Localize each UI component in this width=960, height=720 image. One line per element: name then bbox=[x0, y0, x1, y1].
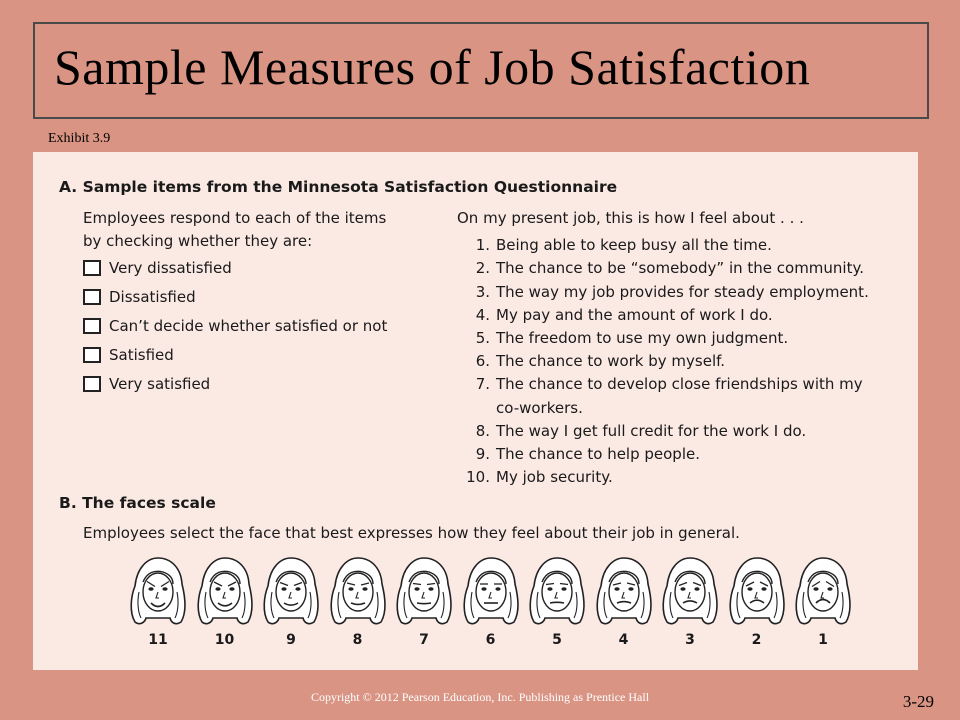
item-number: 10. bbox=[466, 468, 490, 486]
face-icon[interactable] bbox=[524, 552, 590, 630]
slide-title: Sample Measures of Job Satisfaction bbox=[54, 39, 811, 95]
item-text: The chance to work by myself. bbox=[496, 352, 726, 370]
checkbox-icon[interactable] bbox=[83, 347, 101, 363]
section-a-header: A. Sample items from the Minnesota Satisfaction Questionnaire bbox=[59, 178, 618, 196]
item-number: 6. bbox=[475, 352, 490, 370]
copyright-footer: Copyright © 2012 Pearson Education, Inc. Publishing as Prentice Hall bbox=[310, 690, 650, 704]
option-label: Dissatisfied bbox=[109, 288, 196, 306]
face-score-label: 1 bbox=[818, 632, 828, 648]
face-icon[interactable] bbox=[724, 552, 790, 630]
item-number: 2. bbox=[475, 259, 490, 277]
item-number: 4. bbox=[475, 306, 490, 324]
checkbox-icon[interactable] bbox=[83, 289, 101, 305]
face-score-label: 6 bbox=[485, 632, 496, 648]
option-label: Satisfied bbox=[109, 346, 174, 364]
questionnaire-prompt: On my present job, this is how I feel about . . . bbox=[457, 209, 804, 227]
face-score-label: 7 bbox=[419, 632, 429, 648]
item-text: Being able to keep busy all the time. bbox=[496, 236, 772, 254]
face-icon[interactable] bbox=[391, 552, 457, 630]
option-label: Very satisfied bbox=[109, 375, 211, 393]
option-cant-decide[interactable] bbox=[83, 315, 387, 337]
questionnaire-item bbox=[460, 399, 583, 417]
page-number: 3-29 bbox=[902, 692, 934, 711]
option-very-satisfied[interactable] bbox=[83, 373, 210, 395]
item-text: My job security. bbox=[496, 468, 613, 486]
item-number: 1. bbox=[475, 236, 490, 254]
exhibit-label: Exhibit 3.9 bbox=[48, 131, 111, 146]
face-icon[interactable] bbox=[325, 552, 391, 630]
questionnaire-item bbox=[460, 329, 788, 347]
item-text: The chance to be “somebody” in the community. bbox=[496, 259, 864, 277]
section-a-instruction-2: by checking whether they are: bbox=[83, 232, 313, 250]
face-icon[interactable] bbox=[258, 552, 324, 630]
item-text: The way I get full credit for the work I do. bbox=[496, 422, 807, 440]
face-score-label: 11 bbox=[148, 632, 168, 648]
section-b-header: B. The faces scale bbox=[59, 494, 216, 512]
face-icon[interactable] bbox=[657, 552, 723, 630]
section-a-instruction-1: Employees respond to each of the items bbox=[83, 209, 387, 227]
option-label: Can’t decide whether satisfied or not bbox=[109, 317, 388, 335]
face-icon[interactable] bbox=[125, 552, 191, 630]
face-score-label: 5 bbox=[552, 632, 562, 648]
item-text: My pay and the amount of work I do. bbox=[496, 306, 773, 324]
questionnaire-item bbox=[460, 259, 864, 277]
questionnaire-item bbox=[460, 352, 725, 370]
item-number: 8. bbox=[475, 422, 490, 440]
questionnaire-item bbox=[460, 445, 700, 463]
item-text: The chance to help people. bbox=[496, 445, 700, 463]
face-icon[interactable] bbox=[192, 552, 258, 630]
questionnaire-item bbox=[460, 283, 869, 301]
face-score-label: 4 bbox=[618, 632, 629, 648]
item-text: co-workers. bbox=[496, 399, 583, 417]
questionnaire-item bbox=[460, 236, 772, 254]
face-icon[interactable] bbox=[458, 552, 524, 630]
checkbox-icon[interactable] bbox=[83, 376, 101, 392]
section-b-instruction: Employees select the face that best expresses how they feel about their job in general. bbox=[83, 524, 740, 542]
face-icon[interactable] bbox=[790, 552, 856, 630]
questionnaire-item bbox=[460, 422, 806, 440]
item-number: 3. bbox=[475, 283, 490, 301]
item-number: 5. bbox=[475, 329, 490, 347]
questionnaire-item bbox=[460, 468, 613, 486]
face-score-label: 3 bbox=[685, 632, 695, 648]
item-text: The chance to develop close friendships with my bbox=[496, 375, 863, 393]
item-number: 7. bbox=[475, 375, 490, 393]
questionnaire-item bbox=[460, 306, 773, 324]
item-text: The freedom to use my own judgment. bbox=[496, 329, 789, 347]
option-very-dissatisfied[interactable] bbox=[83, 257, 232, 279]
exhibit-panel bbox=[33, 152, 918, 670]
face-score-label: 2 bbox=[751, 632, 762, 648]
option-label: Very dissatisfied bbox=[109, 259, 232, 277]
item-text: The way my job provides for steady employment. bbox=[496, 283, 869, 301]
face-score-label: 10 bbox=[214, 632, 235, 648]
questionnaire-item bbox=[460, 375, 863, 393]
option-satisfied[interactable] bbox=[83, 344, 174, 366]
checkbox-icon[interactable] bbox=[83, 260, 101, 276]
option-dissatisfied[interactable] bbox=[83, 286, 196, 308]
face-score-label: 8 bbox=[352, 632, 363, 648]
face-score-label: 9 bbox=[286, 632, 296, 648]
item-number: 9. bbox=[475, 445, 490, 463]
face-icon[interactable] bbox=[591, 552, 657, 630]
checkbox-icon[interactable] bbox=[83, 318, 101, 334]
